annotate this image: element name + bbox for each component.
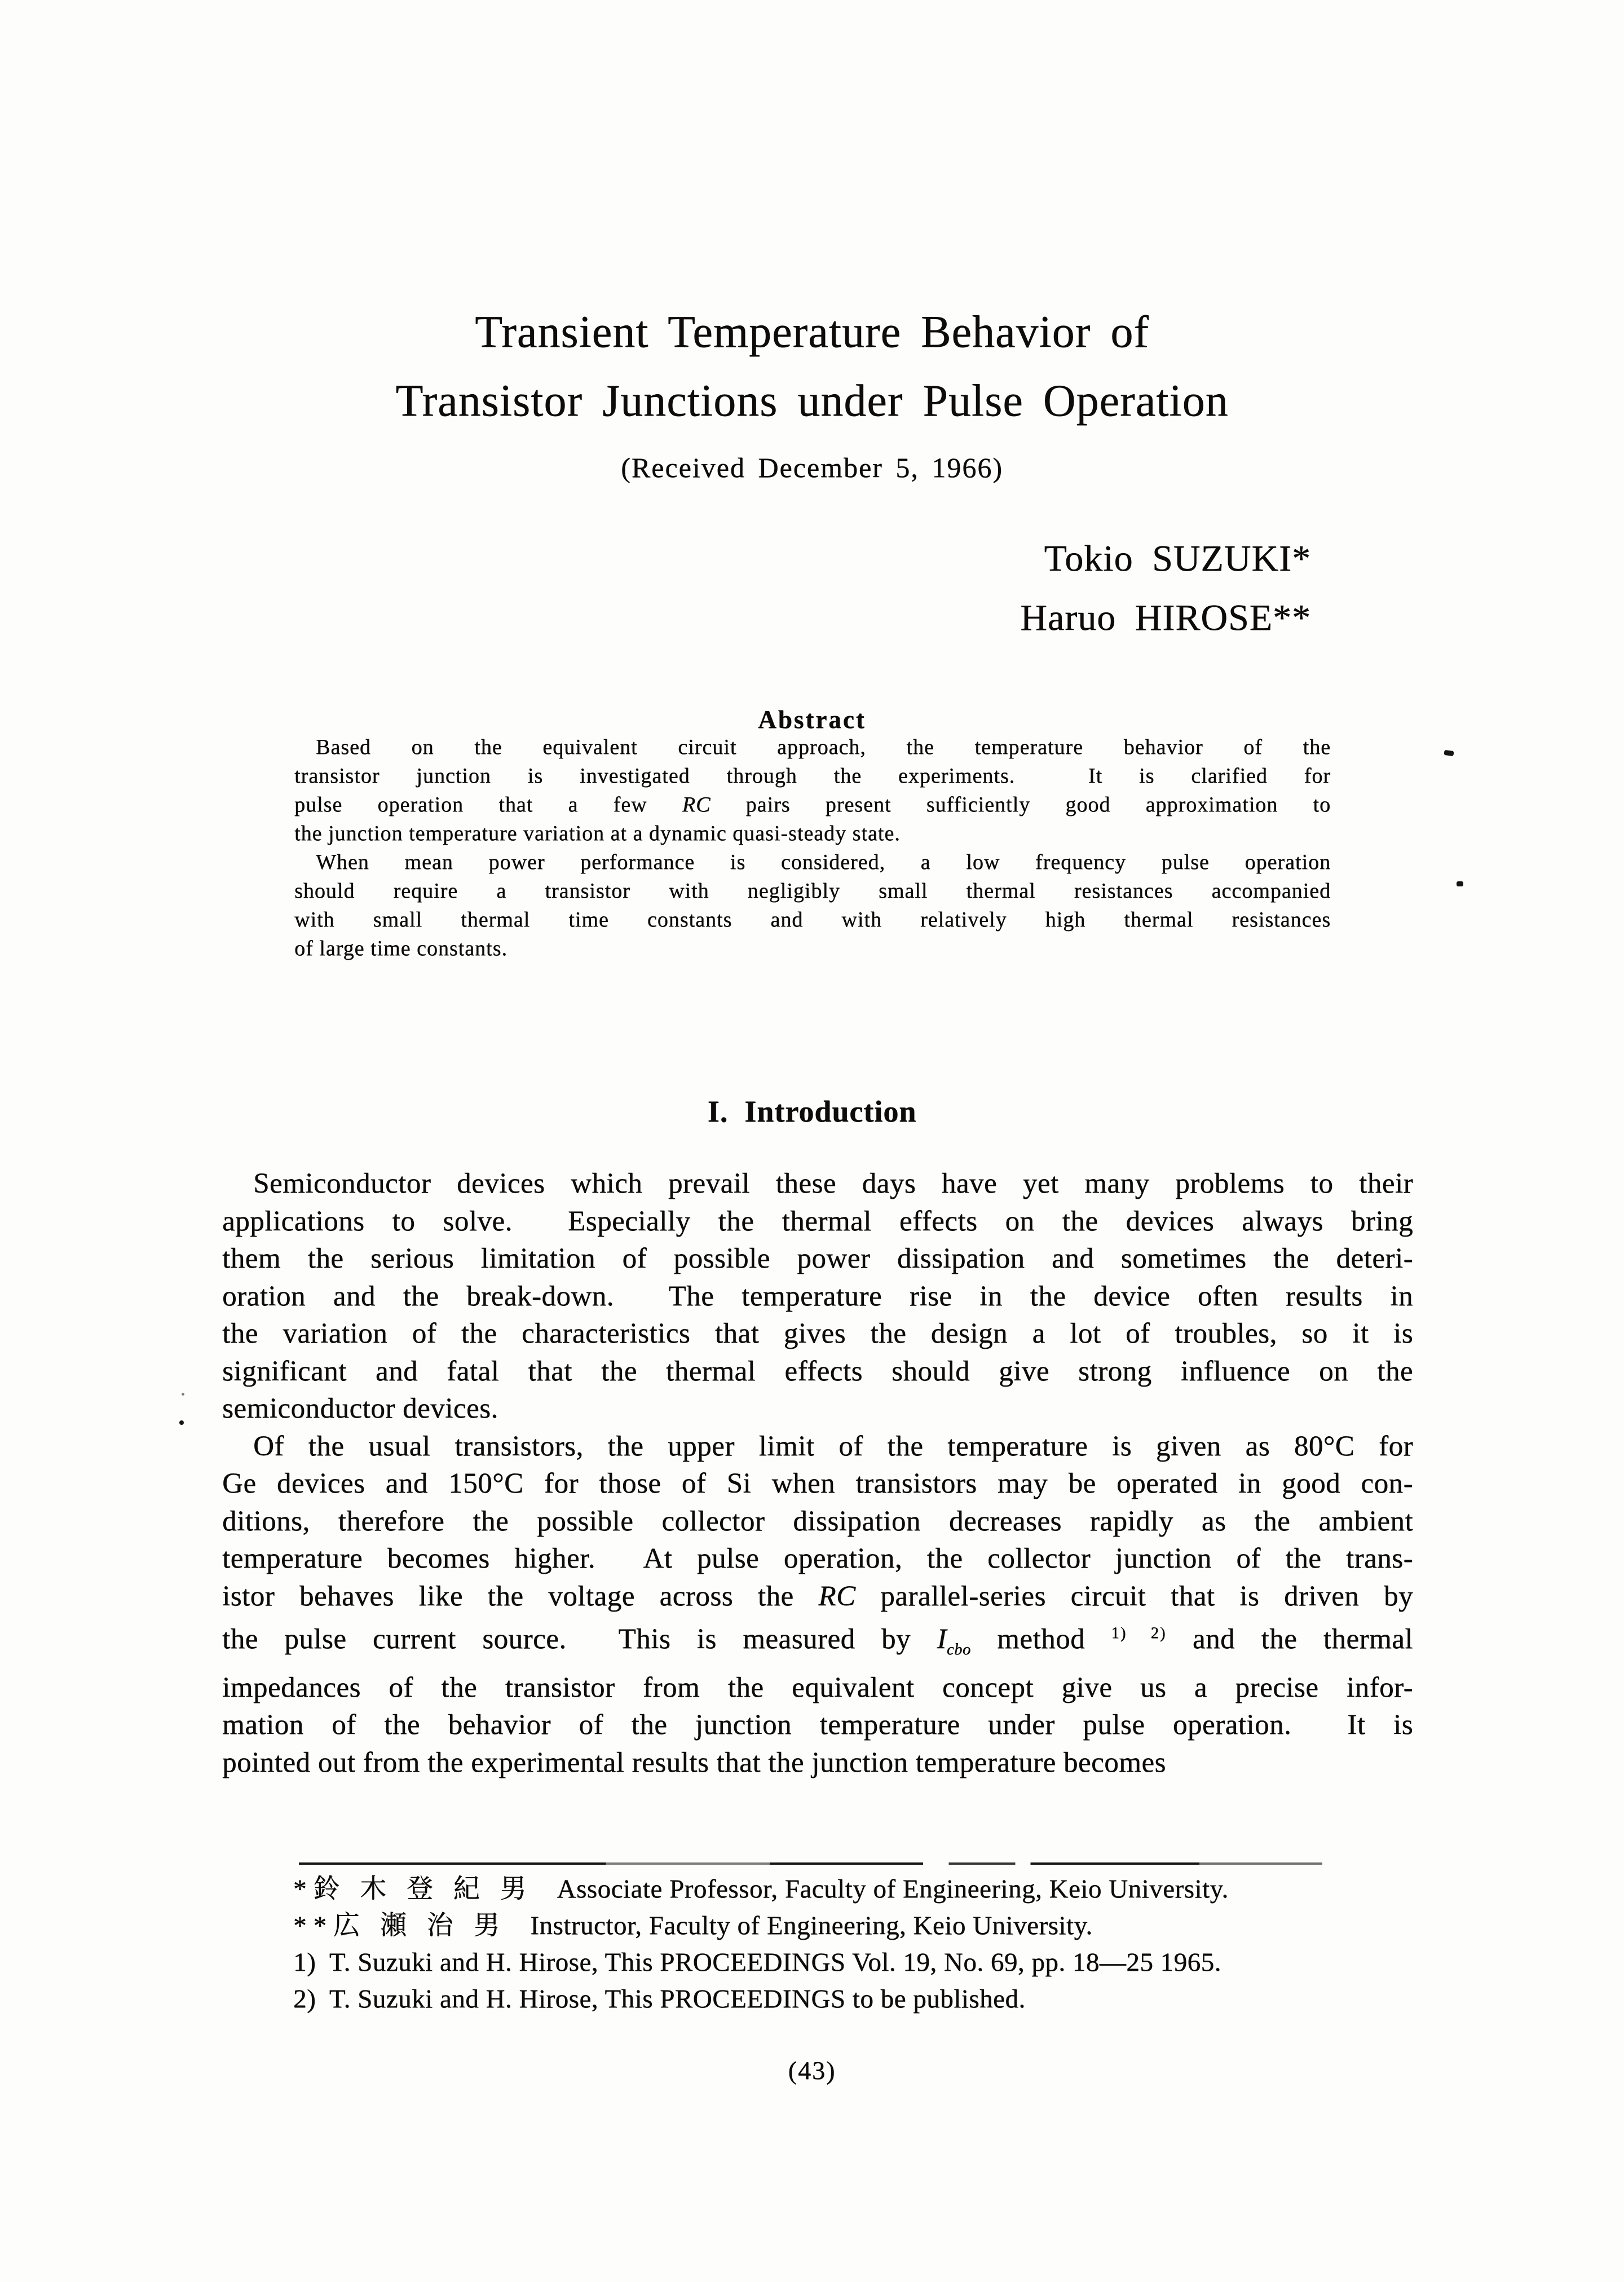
text-segment: 1) 2) [1111, 1625, 1167, 1642]
text-line [294, 733, 1331, 762]
text-segment: method [970, 1623, 1111, 1655]
text-line [222, 1165, 1413, 1203]
section-heading-introduction: I. Introduction [707, 1094, 917, 1128]
text-segment: RC [682, 793, 711, 816]
text-segment: istor behaves like the voltage across the [222, 1580, 819, 1612]
text-line [293, 1944, 1398, 1981]
text-segment: Instructor, Faculty of Engineering, Keio University. [530, 1911, 1093, 1940]
abstract-body [294, 733, 1331, 963]
abstract-heading: Abstract [758, 705, 866, 734]
scan-speck [179, 1420, 184, 1425]
text-segment: Based on the equivalent circuit approach, the temperature behavior of the [316, 735, 1331, 759]
text-segment: pointed out from the experimental results that the junction temperature becomes [222, 1746, 1166, 1778]
text-segment: Of the usual transistors, the upper limit of the temperature is given as 80°C for [253, 1430, 1413, 1462]
introduction-body [222, 1165, 1413, 1781]
scan-speck [1444, 750, 1454, 756]
paper-title [0, 298, 1624, 435]
author-block [1020, 529, 1311, 647]
text-line [222, 1706, 1413, 1744]
text-segment: the variation of the characteristics that gives the design a lot of troubles, so it is [222, 1318, 1413, 1349]
text-segment: of large time constants. [294, 937, 508, 960]
text-segment: cbo [946, 1641, 971, 1659]
text-line [294, 762, 1331, 791]
kanji-author-name: **広 瀬 治 男 [293, 1911, 507, 1940]
text-segment: I [937, 1623, 947, 1655]
text-segment: and the thermal [1166, 1623, 1413, 1655]
text-segment: with small thermal time constants and with relatively high thermal resistances [294, 908, 1331, 932]
text-line [293, 1908, 1398, 1944]
paragraph [222, 1165, 1413, 1428]
page-number: (43) [788, 2056, 836, 2085]
text-line [294, 819, 1331, 848]
text-line [222, 1465, 1413, 1503]
text-segment: Semiconductor devices which prevail these days have yet many problems to their [253, 1168, 1413, 1199]
text-line [222, 1615, 1413, 1669]
paragraph [294, 733, 1331, 848]
text-line [222, 1390, 1413, 1428]
paper-title-line-1: Transient Temperature Behavior of [475, 307, 1149, 357]
author-1: Tokio SUZUKI* [1044, 538, 1311, 579]
text-line [294, 906, 1331, 934]
text-line [222, 1203, 1413, 1241]
text-segment: applications to solve. Especially the thermal effects on the devices always bring [222, 1205, 1413, 1237]
footnotes [293, 1871, 1398, 2018]
text-segment: the pulse current source. This is measured by [222, 1623, 937, 1655]
text-line [222, 1540, 1413, 1578]
text-line [222, 1744, 1413, 1782]
text-line [222, 1578, 1413, 1616]
text-segment: temperature becomes higher. At pulse operation, the collector junction of the trans- [222, 1543, 1413, 1574]
paragraph [294, 848, 1331, 963]
footnote-divider-rule [299, 1862, 1322, 1865]
text-segment: parallel-series circuit that is driven by [855, 1580, 1413, 1612]
text-line [222, 1240, 1413, 1278]
paper-title-line-2: Transistor Junctions under Pulse Operation [395, 376, 1229, 426]
text-segment: significant and fatal that the thermal effects should give strong influence on the [222, 1355, 1413, 1387]
text-line [294, 848, 1331, 877]
received-date: (Received December 5, 1966) [621, 452, 1003, 483]
text-segment: RC [818, 1580, 856, 1612]
scan-speck [1457, 881, 1463, 886]
kanji-author-name: *鈴 木 登 紀 男 [293, 1874, 533, 1904]
text-segment: impedances of the transistor from the equivalent concept give us a precise infor- [222, 1671, 1413, 1703]
text-segment: semiconductor devices. [222, 1393, 498, 1424]
text-segment: them the serious limitation of possible power dissipation and sometimes the deteri- [222, 1243, 1413, 1274]
text-segment: should require a transistor with negligibly small thermal resistances accompanied [294, 879, 1331, 903]
text-segment: oration and the break-down. The temperature rise in the device often results in [222, 1280, 1413, 1312]
text-line [222, 1315, 1413, 1353]
text-segment: When mean power performance is considered, a low frequency pulse operation [316, 850, 1331, 874]
text-segment: ditions, therefore the possible collector dissipation decreases rapidly as the ambient [222, 1505, 1413, 1537]
text-line [293, 1871, 1398, 1908]
text-segment: Associate Professor, Faculty of Engineering, Keio University. [557, 1874, 1229, 1904]
paragraph [222, 1428, 1413, 1782]
text-segment: Ge devices and 150°C for those of Si when transistors may be operated in good con- [222, 1468, 1413, 1499]
text-segment: pairs present sufficiently good approximation to [710, 793, 1331, 816]
text-line [222, 1428, 1413, 1466]
text-segment: pulse operation that a few [294, 793, 682, 816]
text-segment: 1) T. Suzuki and H. Hirose, This PROCEEDINGS Vol. 19, No. 69, pp. 18—25 1965. [293, 1948, 1221, 1977]
text-segment: the junction temperature variation at a dynamic quasi-steady state. [294, 822, 901, 845]
text-line [222, 1669, 1413, 1707]
text-segment: 2) T. Suzuki and H. Hirose, This PROCEEDINGS to be published. [293, 1984, 1026, 2014]
text-line [294, 877, 1331, 906]
text-line [294, 791, 1331, 819]
author-2: Haruo HIROSE** [1020, 597, 1311, 638]
text-line [222, 1503, 1413, 1541]
scan-speck [182, 1393, 184, 1396]
text-segment: transistor junction is investigated through the experiments. It is clarified for [294, 764, 1331, 788]
text-line [294, 934, 1331, 963]
text-segment: mation of the behavior of the junction temperature under pulse operation. It is [222, 1709, 1413, 1741]
text-line [293, 1981, 1398, 2018]
text-line [222, 1278, 1413, 1316]
text-line [222, 1353, 1413, 1391]
